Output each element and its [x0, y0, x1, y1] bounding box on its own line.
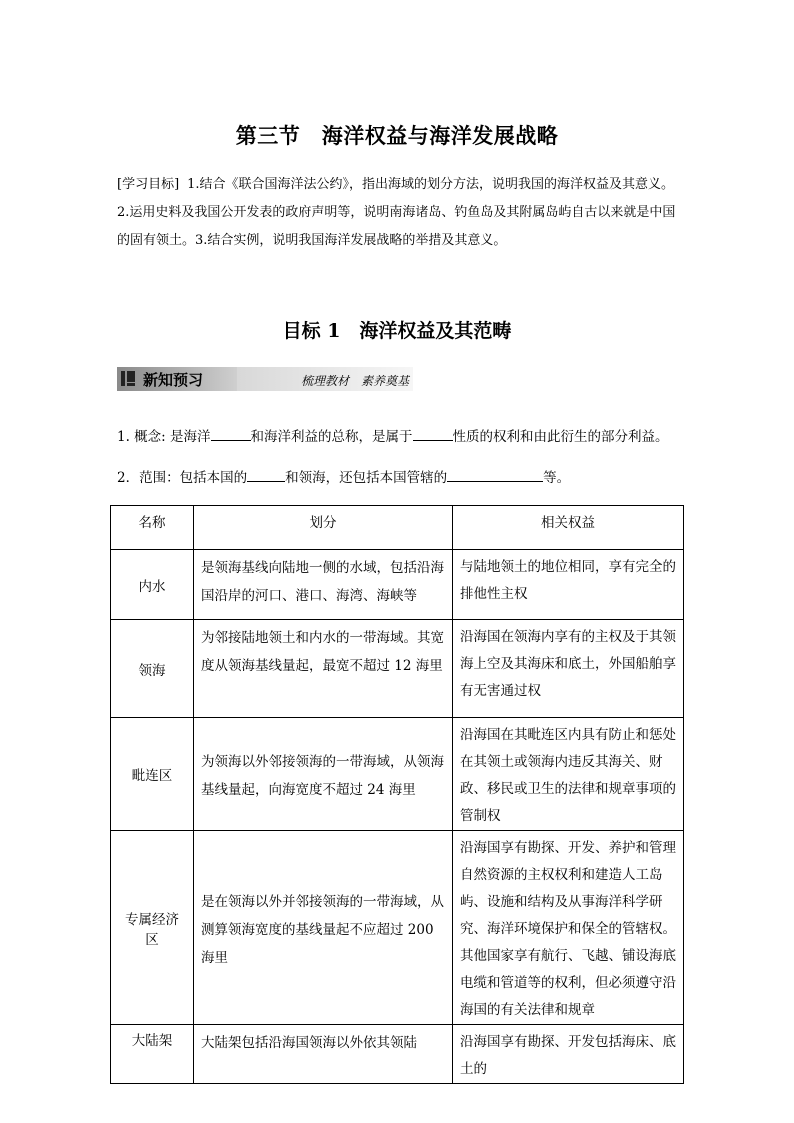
fill-blank[interactable] — [211, 428, 251, 441]
fill-blank[interactable] — [447, 469, 543, 482]
banner-label: 新知预习 — [143, 371, 204, 389]
question-scope — [117, 466, 570, 486]
q2-part-a: 2．范围：包括本国的 — [117, 470, 248, 486]
row-rights: 沿海国享有勘探、开发、养护和管理自然资源的主权权利和建造人工岛屿、设施和结构及从事海洋科学研究、海洋环境保护和保全的管辖权。其他国家享有航行、飞越、铺设海底电缆和管道等的权利，但必须遵守沿海国的有关法律和规章 — [453, 831, 684, 1025]
q1-part-a: 1. 概念: 是海洋 — [117, 429, 211, 445]
row-name: 领海 — [111, 620, 194, 718]
header-division: 划分 — [194, 506, 453, 550]
objectives-text: 1.结合《联合国海洋法公约》，指出海域的划分方法，说明我国的海洋权益及其意义。2.运用史料及我国公开发表的政府声明等，说明南海诸岛、钓鱼岛及其附属岛屿自古以来就是中国的固有领土。3.结合实例，说明我国海洋发展战略的举措及其意义。 — [117, 177, 676, 248]
header-name: 名称 — [111, 506, 194, 550]
banner-subtitle: 梳理教材 素养奠基 — [300, 374, 409, 388]
table-row — [111, 1025, 684, 1084]
fill-blank[interactable] — [413, 428, 453, 441]
q2-part-b: 和领海，还包括本国管辖的 — [285, 470, 448, 486]
question-concept — [117, 425, 669, 445]
q1-part-c: 性质的权利和由此衍生的部分利益。 — [452, 429, 669, 445]
row-rights: 沿海国在领海内享有的主权及于其领海上空及其海床和底土，外国船舶享有无害通过权 — [453, 620, 684, 718]
row-name: 专属经济区 — [111, 831, 194, 1025]
row-division: 为领海以外邻接领海的一带海域，从领海基线量起，向海宽度不超过 24 海里 — [194, 718, 453, 831]
row-division: 大陆架包括沿海国领海以外依其领陆 — [194, 1025, 453, 1084]
table-row — [111, 620, 684, 718]
row-name: 内水 — [111, 550, 194, 620]
table-row — [111, 831, 684, 1025]
row-rights: 沿海国享有勘探、开发包括海床、底土的 — [453, 1025, 684, 1084]
table-header-row — [111, 506, 684, 550]
section-title: 目标 1 海洋权益及其范畴 — [282, 320, 512, 342]
row-name: 毗连区 — [111, 718, 194, 831]
q2-part-c: 等。 — [543, 470, 571, 486]
objectives-tag: [学习目标] — [117, 177, 180, 192]
row-division: 为邻接陆地领土和内水的一带海域。其宽度从领海基线量起，最宽不超过 12 海里 — [194, 620, 453, 718]
sea-area-table — [110, 505, 684, 1084]
header-rights: 相关权益 — [453, 506, 684, 550]
fill-blank[interactable] — [247, 469, 285, 482]
row-division: 是领海基线向陆地一侧的水域，包括沿海国沿岸的河口、港口、海湾、海峡等 — [194, 550, 453, 620]
row-rights: 与陆地领土的地位相同，享有完全的排他性主权 — [453, 550, 684, 620]
table-row — [111, 550, 684, 620]
preview-banner — [117, 367, 413, 391]
table-row — [111, 718, 684, 831]
book-icon — [121, 371, 135, 386]
learning-objectives — [117, 171, 682, 255]
row-division: 是在领海以外并邻接领海的一带海域，从测算领海宽度的基线量起不应超过 200 海里 — [194, 831, 453, 1025]
row-name: 大陆架 — [111, 1025, 194, 1084]
page-title: 第三节 海洋权益与海洋发展战略 — [235, 123, 559, 148]
q1-part-b: 和海洋利益的总称，是属于 — [250, 429, 413, 445]
row-rights: 沿海国在其毗连区内具有防止和惩处在其领土或领海内违反其海关、财政、移民或卫生的法律和规章事项的管制权 — [453, 718, 684, 831]
